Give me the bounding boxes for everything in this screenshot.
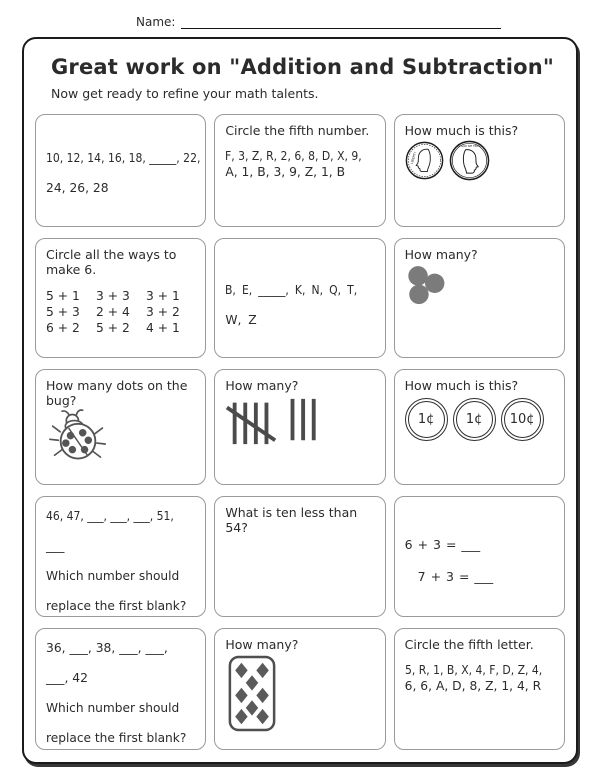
name-blank-line[interactable] [181,16,501,29]
coin-label: 1¢ [465,412,483,427]
ten-cent-coin [501,398,544,441]
problem-prompt: Circle the fifth number. [225,123,370,138]
problem-prompt: How many? [225,637,299,652]
penny-text: IN GOD WE TRUST [457,145,482,149]
problem-prompt: How many dots on the bug? [46,378,188,408]
question-text: Which number should replace the first blank? [46,701,187,745]
problem-tally-count [214,369,385,485]
equation-line: 6 + 3 = ___ [404,537,481,552]
problem-prompt: Circle the fifth letter. [404,637,534,652]
problem-prompt: How many? [225,378,299,393]
sequence-line: B, E, _____, K, N, Q, T, [225,283,358,297]
question-text: Which number should replace the first blank? [46,569,187,613]
dime-icon [405,141,444,180]
problem-card-diamonds [214,628,385,750]
expression-cell: 5 + 3 [46,305,80,319]
sequence-line: 10, 12, 14, 16, 18, _____, 22, [46,151,201,165]
page-title: Great work on "Addition and Subtraction" [51,55,555,79]
problem-prompt: Circle all the ways to make 6. [46,247,177,277]
letter-number-list [225,148,374,180]
tally-marks-icon [225,395,333,447]
dots-cluster-icon [406,265,456,309]
name-label: Name: [136,15,176,29]
coin-label: 1¢ [417,412,435,427]
worksheet-frame [22,37,578,764]
problem-prompt: How much is this? [404,123,519,138]
sequence-line: ___, 42 [46,671,88,685]
dime-text: LIBERTY [409,151,418,165]
cent-coins-row [405,398,554,441]
one-cent-coin [453,398,496,441]
expression-cell: 2 + 4 [96,305,130,319]
letter-number-list [405,662,554,694]
problem-circle-fifth-number [214,114,385,227]
expression-cell: 6 + 2 [46,321,80,335]
name-row [0,0,600,37]
blank-line: ___ [46,539,65,553]
problem-count-dots [394,238,565,358]
dots-wrap [406,265,554,312]
problem-letter-sequence [214,238,385,358]
sequence-line: 46, 47, ___, ___, ___, 51, [46,509,174,523]
penny-icon [449,140,490,181]
one-cent-coin [405,398,448,441]
problem-prompt: What is ten less than 54? [225,505,358,535]
ladybug-icon [48,408,108,465]
expression-cell: 3 + 1 [146,289,180,303]
coin-label: 10¢ [509,412,535,427]
problem-ways-to-make-6 [35,238,206,358]
sequence-line: W, Z [225,313,257,327]
problem-ten-less-than-54 [214,496,385,617]
expression-cell: 3 + 3 [96,289,130,303]
list-line: F, 3, Z, R, 2, 6, 8, D, X, 9, [225,149,363,163]
expression-cell: 5 + 2 [96,321,130,335]
list-line: 6, 6, A, D, 8, Z, 1, 4, R [404,679,542,693]
expression-cell: 3 + 2 [146,305,180,319]
problem-addition-facts [394,496,565,617]
problem-number-sequence-10-28 [35,114,206,227]
problem-grid [33,114,567,750]
expression-cell: 4 + 1 [146,321,180,335]
problem-bug-dots [35,369,206,485]
problem-cent-coins [394,369,565,485]
playing-card-icon [227,654,277,733]
list-line: 5, R, 1, B, X, 4, F, D, Z, 4, [404,663,542,677]
card-wrap [227,654,374,736]
coins-row [405,140,554,181]
tally-wrap [225,395,374,450]
list-line: A, 1, B, 3, 9, Z, 1, B [225,165,346,179]
sequence-line: 36, ___, 38, ___, ___, [46,641,168,655]
problem-circle-fifth-letter [394,628,565,750]
problem-coin-value [394,114,565,227]
sequence-line: 24, 26, 28 [46,181,109,195]
bug-wrap [48,408,195,468]
equation-line: 7 + 3 = ___ [417,569,494,584]
problem-sequence-46 [35,496,206,617]
expression-cell: 5 + 1 [46,289,80,303]
page-subtitle: Now get ready to refine your math talents. [51,86,319,101]
problem-sequence-36 [35,628,206,750]
problem-prompt: How much is this? [404,378,519,393]
addition-expressions-grid [46,289,195,335]
problem-prompt: How many? [404,247,478,262]
